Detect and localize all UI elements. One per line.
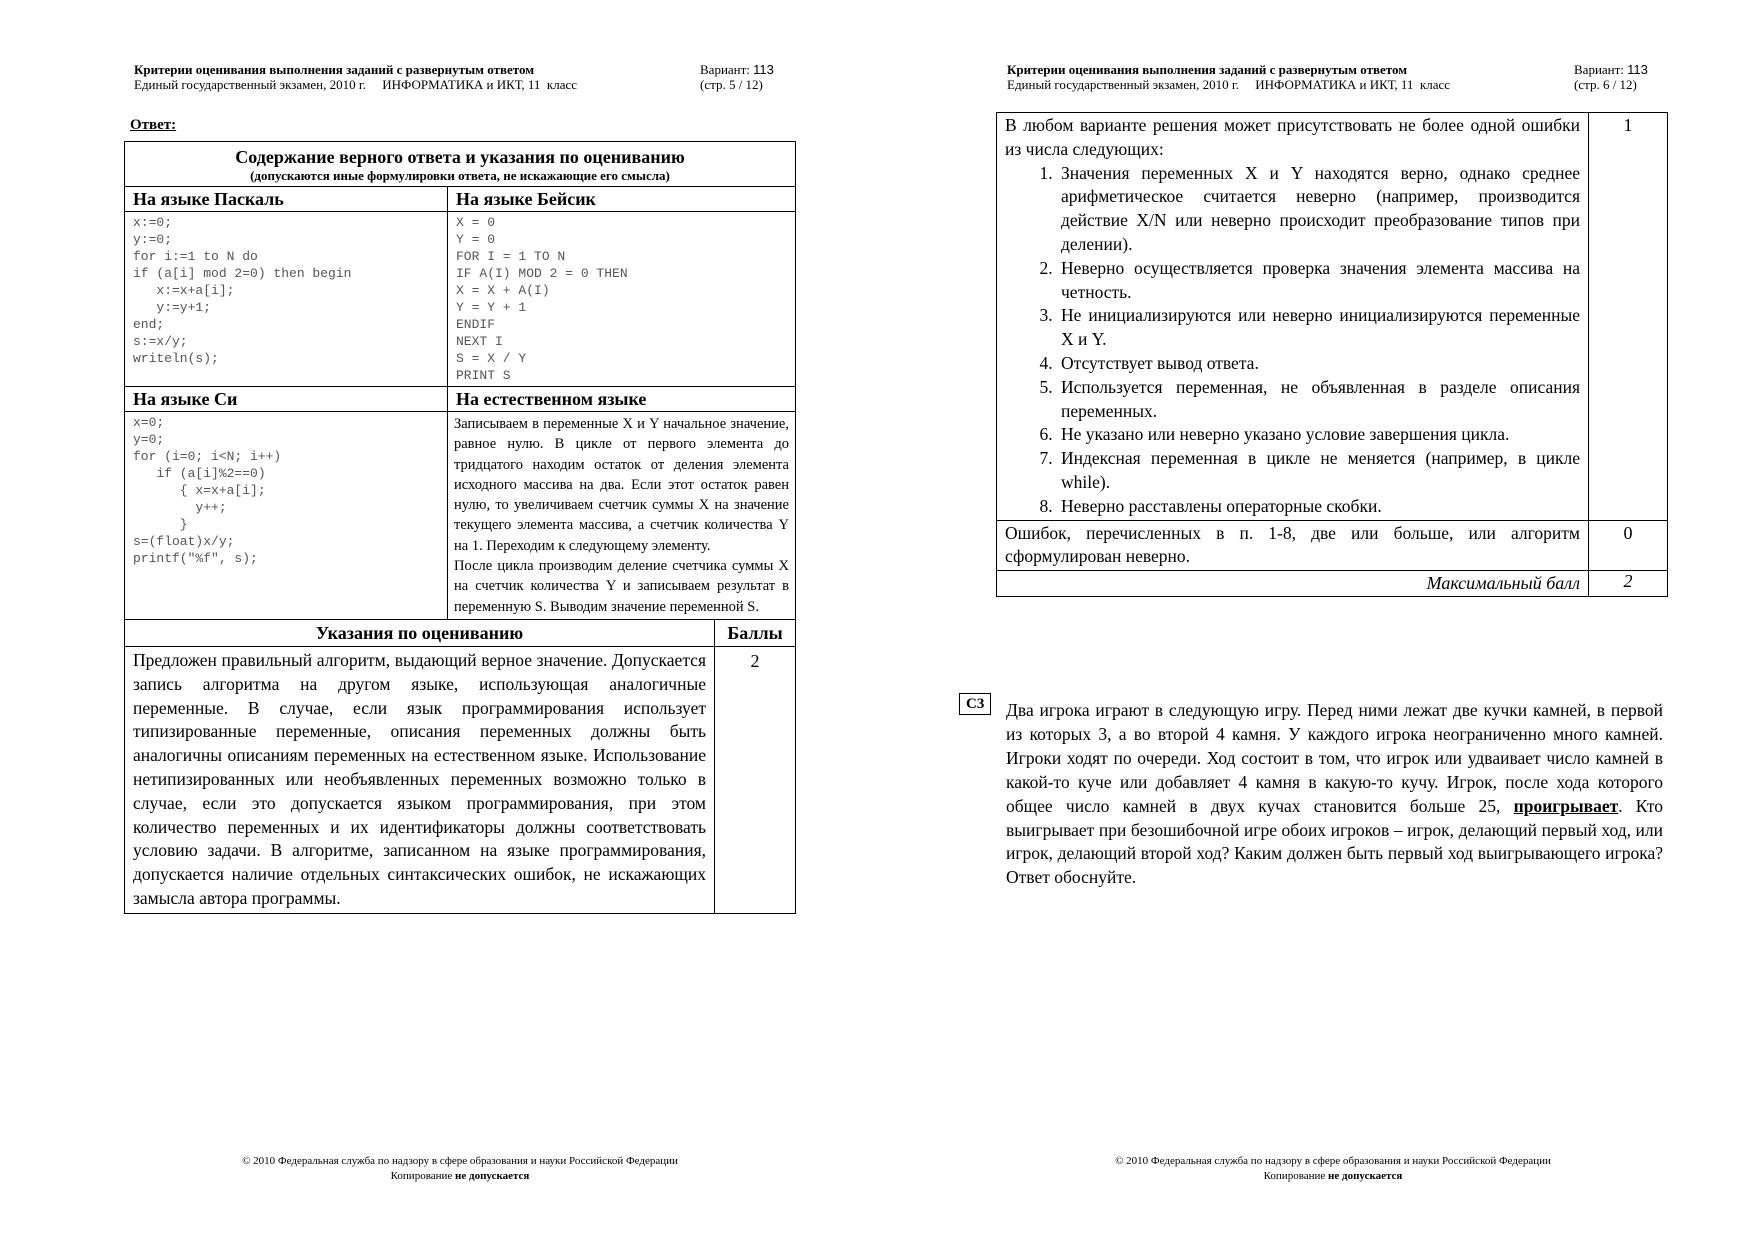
error-item: 4. Отсутствует вывод ответа. xyxy=(1057,352,1580,376)
page-footer xyxy=(180,1154,740,1184)
page-number: (стр. 6 / 12) xyxy=(1574,77,1637,92)
error-item: 6. Не указано или неверно указано условие завершения цикла. xyxy=(1057,423,1580,447)
grading-score: 2 xyxy=(715,646,796,913)
max-score-value: 2 xyxy=(1589,571,1668,597)
variant-number: 113 xyxy=(1627,62,1648,77)
page-right xyxy=(873,0,1747,1239)
header-subtitle: Единый государственный экзамен, 2010 г. ИНФОРМАТИКА и ИКТ, 11 класс xyxy=(1007,77,1451,92)
basic-header: На языке Бейсик xyxy=(448,187,796,212)
error-item: 5. Используется переменная, не объявленная в разделе описания переменных. xyxy=(1057,376,1580,424)
error-item: 1. Значения переменных X и Y находятся верно, однако среднее арифметическое считается неверно (например, производится действие X/N или неверно происходит преобразование типов при делении). xyxy=(1057,162,1580,257)
header-subtitle: Единый государственный экзамен, 2010 г. ИНФОРМАТИКА и ИКТ, 11 класс xyxy=(134,77,578,92)
variant-label: Вариант: xyxy=(1574,62,1624,77)
task-c3-badge: C3 xyxy=(959,693,991,715)
natural-text xyxy=(448,412,796,620)
error-item: 8. Неверно расставлены операторные скобки. xyxy=(1057,495,1580,519)
error-list xyxy=(1005,162,1580,519)
c-code: x=0; y=0; for (i=0; i<N; i++) if (a[i]%2==0) { x=x+a[i]; y++; } s=(float)x/y; printf("%f", s); xyxy=(125,412,448,620)
page-header xyxy=(134,62,577,92)
criteria-table xyxy=(996,112,1668,597)
header-title: Критерии оценивания выполнения заданий с развернутым ответом xyxy=(1007,62,1408,77)
pascal-code: x:=0; y:=0; for i:=1 to N do if (a[i] mod 2=0) then begin x:=x+a[i]; y:=y+1; end; s:=x/y; writeln(s); xyxy=(125,212,448,387)
criteria-cell-0: Ошибок, перечисленных в п. 1-8, две или больше, или алгоритм сформулирован неверно. xyxy=(997,520,1589,571)
points-header: Баллы xyxy=(715,619,796,646)
loses-word: проигрывает xyxy=(1513,795,1619,816)
answer-label: Ответ: xyxy=(130,117,177,133)
natural-text-para-1: Записываем в переменные X и Y начальное значение, равное нулю. В цикле от первого элемента до тридцатого находим остаток от деления элемента исходного массива на два. Если этот остаток равен нулю, то увеличиваем счетчик суммы X на значение текущего элемента массива, а счетчик количества Y на 1. Переходим к следующему элементу. xyxy=(454,416,789,554)
footer-copyright: © 2010 Федеральная служба по надзору в сфере образования и науки Российской Федерации xyxy=(242,1155,678,1167)
grading-header: Указания по оцениванию xyxy=(125,619,715,646)
criteria-score-1: 1 xyxy=(1589,113,1668,521)
page-footer xyxy=(1053,1154,1613,1184)
variant-info xyxy=(700,62,774,92)
c-header: На языке Си xyxy=(125,387,448,412)
page-header xyxy=(1007,62,1450,92)
error-item: 3. Не инициализируются или неверно инициализируются переменные X и Y. xyxy=(1057,304,1580,352)
criteria-score-0: 0 xyxy=(1589,520,1668,571)
natural-header: На естественном языке xyxy=(448,387,796,412)
variant-number: 113 xyxy=(753,62,774,77)
page-left xyxy=(0,0,873,1239)
answer-table xyxy=(124,141,796,914)
pascal-header: На языке Паскаль xyxy=(125,187,448,212)
footer-copy-note: Копирование не допускается xyxy=(1263,1170,1403,1182)
table-caption xyxy=(125,142,796,187)
task-c3-text: Два игрока играют в следующую игру. Перед ними лежат две кучки камней, в первой из которых 3, а во второй 4 камня. У каждого игрока неограниченно много камней. Игроки ходят по очереди. Ход состоит в том, что игрок или удваивает число камней в какой-то куче или добавляет 4 камня в какую-то кучу. Игрок, после хода которого общее число камней в двух кучах становится больше 25, проигрывает. Кто выигрывает при безошибочной игре обоих игроков – игрок, делающий первый ход, или игрок, делающий второй ход? Каким должен быть первый ход выигрывающего игрока? Ответ обоснуйте. xyxy=(1006,700,1663,888)
header-title: Критерии оценивания выполнения заданий с развернутым ответом xyxy=(134,62,535,77)
page-number: (стр. 5 / 12) xyxy=(700,77,763,92)
variant-label: Вариант: xyxy=(700,62,750,77)
variant-info xyxy=(1574,62,1648,92)
natural-text-para-2: После цикла производим деление счетчика суммы X на счетчик количества Y и записываем результат в переменную S. Выводим значение переменной S. xyxy=(454,558,789,615)
basic-code: X = 0 Y = 0 FOR I = 1 TO N IF A(I) MOD 2 = 0 THEN X = X + A(I) Y = Y + 1 ENDIF NEXT I S = X / Y PRINT S xyxy=(448,212,796,387)
criteria-intro: В любом варианте решения может присутствовать не более одной ошибки из числа следующих: xyxy=(1005,115,1580,159)
criteria-cell-1 xyxy=(997,113,1589,521)
footer-copyright: © 2010 Федеральная служба по надзору в сфере образования и науки Российской Федерации xyxy=(1115,1155,1551,1167)
max-score-label: Максимальный балл xyxy=(997,571,1589,597)
error-item: 7. Индексная переменная в цикле не меняется (например, в цикле while). xyxy=(1057,447,1580,495)
table-title: Содержание верного ответа и указания по оцениванию xyxy=(235,147,685,167)
footer-copy-note: Копирование не допускается xyxy=(390,1170,530,1182)
table-subtitle: (допускаются иные формулировки ответа, не искажающие его смысла) xyxy=(250,168,670,183)
grading-text: Предложен правильный алгоритм, выдающий верное значение. Допускается запись алгоритма на другом языке, использующая аналогичные переменные. В случае, если язык программирования использует типизированные переменные, описания переменных должны быть аналогичны описаниям переменных на естественном языке. Использование нетипизированных или необъявленных переменных возможно только в случае, если это допускается языком программирования, при этом количество переменных и их идентификаторы должны соответствовать условию задачи. В алгоритме, записанном на языке программирования, допускается наличие отдельных синтаксических ошибок, не искажающих замысла автора программы. xyxy=(125,646,715,913)
error-item: 2. Неверно осуществляется проверка значения элемента массива на четность. xyxy=(1057,257,1580,305)
